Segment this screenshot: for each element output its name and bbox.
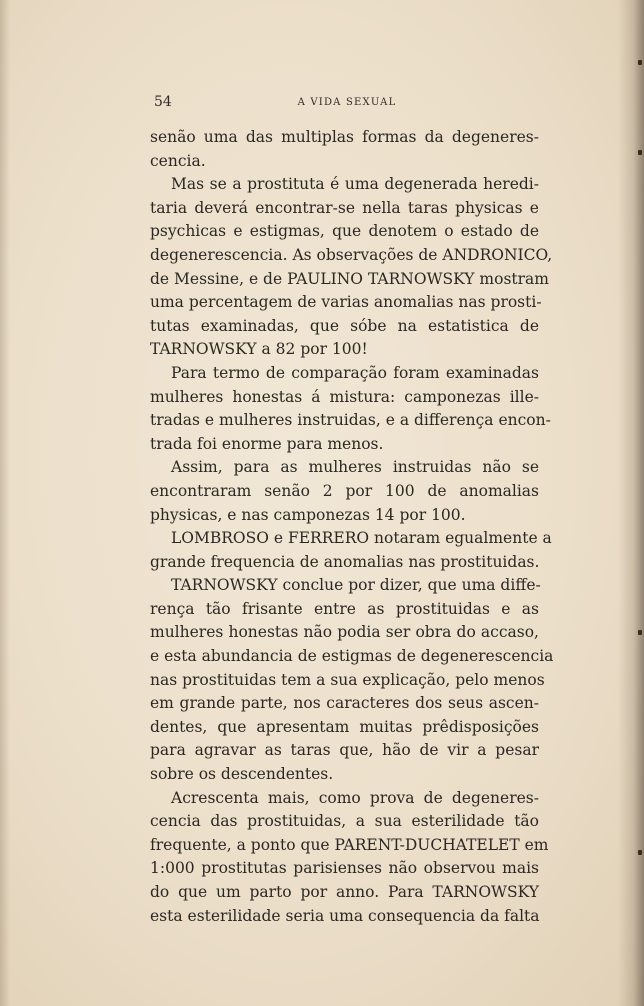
page-number: 54 (154, 94, 172, 110)
text-line: frequente, a ponto que PARENT-DUCHATELET em (150, 835, 549, 854)
text-line: para agravar as taras que, hão de vir a pesar (150, 741, 539, 760)
body-text (150, 126, 554, 928)
edge-mark (638, 850, 642, 855)
text-line: em grande parte, nos caracteres dos seus ascen- (150, 694, 539, 713)
text-line: tradas e mulheres instruidas, e a differença encon- (150, 411, 551, 430)
text-line: tutas examinadas, que sóbe na estatistica de (150, 316, 539, 335)
text-line: cencia. (150, 151, 206, 170)
text-line: LOMBROSO e FERRERO notaram egualmente a (171, 529, 552, 548)
text-line: psychicas e estigmas, que denotem o estado de (150, 222, 539, 241)
text-line: dentes, que apresentam muitas prêdisposições (150, 717, 539, 736)
text-line: uma percentagem de varias anomalias nas prosti- (150, 293, 542, 312)
text-line: sobre os descendentes. (150, 765, 334, 784)
text-line: degenerescencia. As observações de ANDRONICO, (150, 245, 553, 264)
text-line: 1:000 prostitutas parisienses não observou mais (150, 859, 539, 878)
edge-mark (638, 60, 642, 65)
text-line: taria deverá encontrar-se nella taras physicas e (150, 198, 539, 217)
text-line: Para termo de comparação foram examinadas (171, 363, 539, 382)
gutter-shadow (0, 0, 10, 1006)
text-line: esta esterilidade seria uma consequencia da falta (150, 906, 540, 925)
text-line: Mas se a prostituta é uma degenerada heredi- (171, 175, 539, 194)
text-line: e esta abundancia de estigmas de degenerescencia (150, 647, 554, 666)
text-line: senão uma das multiplas formas da degeneres- (150, 128, 539, 146)
text-line: Acrescenta mais, como prova de degeneres- (171, 788, 539, 807)
text-line: mulheres honestas não podia ser obra do accaso, (150, 623, 539, 642)
text-line: de Messine, e de PAULINO TARNOWSKY mostram (150, 269, 549, 288)
text-line: TARNOWSKY a 82 por 100! (150, 340, 368, 359)
edge-mark (638, 150, 642, 155)
text-line: rença tão frisante entre as prostituidas e as (150, 599, 539, 618)
text-line: nas prostituidas tem a sua explicação, pelo menos (150, 670, 545, 689)
text-line: encontraram senão 2 por 100 de anomalias (150, 481, 539, 500)
text-line: do que um parto por anno. Para TARNOWSKY (150, 883, 539, 901)
text-line: Assim, para as mulheres instruidas não se (171, 458, 539, 477)
text-line: trada foi enorme para menos. (150, 434, 384, 453)
page-header (154, 94, 540, 112)
running-head: A VIDA SEXUAL (297, 97, 397, 108)
text-line: physicas, e nas camponezas 14 por 100. (150, 505, 466, 524)
edge-mark (638, 630, 642, 635)
text-line: TARNOWSKY conclue por dizer, que uma diffe- (171, 576, 541, 595)
text-line: grande frequencia de anomalias nas prostituidas. (150, 552, 540, 571)
text-line: mulheres honestas á mistura: camponezas ille- (150, 387, 539, 406)
text-line: cencia das prostituidas, a sua esterilidade tão (150, 812, 539, 831)
